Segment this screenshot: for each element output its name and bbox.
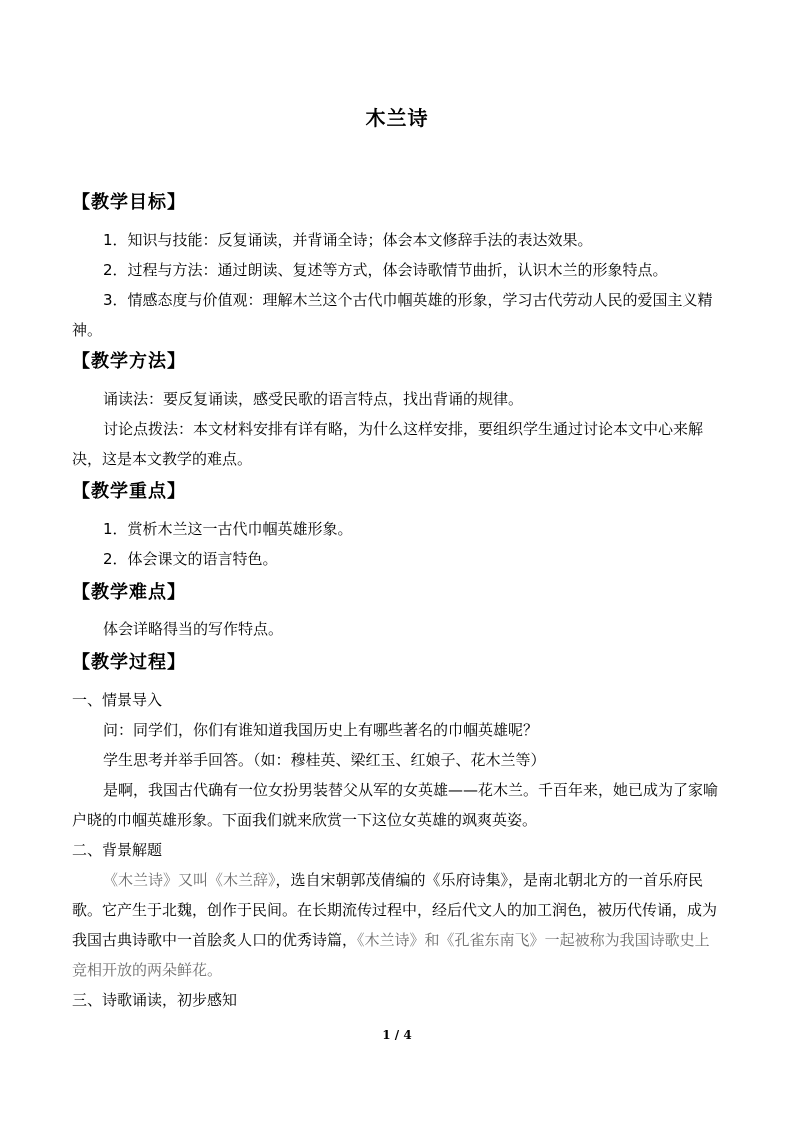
key-point-item: 2．体会课文的语言特色。 — [103, 550, 278, 568]
process-paragraph: 学生思考并举手回答。（如：穆桂英、梁红玉、红娘子、花木兰等） — [103, 751, 546, 769]
poem-title-ref: 《木兰诗》又叫《木兰辞》 — [103, 871, 276, 889]
background-paragraph — [72, 865, 722, 985]
page-indicator: 1 / 4 — [382, 1028, 412, 1042]
method-item: 讨论点拨法：本文材料安排有详有略，为什么这样安排，要组织学生通过讨论本文中心来解决，这是本文教学的难点。 — [72, 420, 704, 468]
poem-title-ref: 《木兰诗》 — [357, 931, 425, 949]
poem-title-ref: 《孔雀东南飞》 — [439, 931, 545, 949]
section-heading-difficulties: 【教学难点】 — [72, 582, 186, 603]
goal-item: 1．知识与技能：反复诵读，并背诵全诗；体会本文修辞手法的表达效果。 — [103, 231, 593, 249]
method-item: 诵读法：要反复诵读，感受民歌的语言特点，找出背诵的规律。 — [103, 390, 524, 408]
process-paragraph: 问：同学们，你们有谁知道我国历史上有哪些著名的巾帼英雄呢？ — [103, 721, 539, 739]
conjunction-text: 和 — [424, 931, 440, 949]
section-heading-key-points: 【教学重点】 — [72, 481, 186, 502]
process-part-title: 一、情景导入 — [72, 691, 163, 709]
key-point-item: 1．赏析木兰这一古代巾帼英雄形象。 — [103, 520, 353, 538]
section-heading-process: 【教学过程】 — [72, 652, 186, 673]
section-heading-methods: 【教学方法】 — [72, 351, 186, 372]
difficulty-item: 体会详略得当的写作特点。 — [103, 620, 284, 638]
goal-item: 2．过程与方法：通过朗读、复述等方式，体会诗歌情节曲折，认识木兰的形象特点。 — [103, 261, 668, 279]
process-paragraph: 是啊，我国古代确有一位女扮男装替父从军的女英雄——花木兰。千百年来，她已成为了家喻户晓的巾帼英雄形象。下面我们就来欣赏一下这位女英雄的飒爽英姿。 — [72, 781, 719, 829]
background-text: ，选自宋朝郭茂倩编的《乐府诗集》，是南北朝北方的一首乐府民歌。它产生于北魏，创作于民间。在长期流传过程中，经后代文人的加工润色，被历代传诵，成为我国古典诗歌中一首脍炙人口的优秀诗篇， — [72, 871, 718, 949]
process-part-title: 二、背景解题 — [72, 841, 163, 859]
goal-item: 3．情感态度与价值观：理解木兰这个古代巾帼英雄的形象，学习古代劳动人民的爱国主义精神。 — [72, 291, 713, 339]
section-heading-goals: 【教学目标】 — [72, 192, 186, 213]
page-title: 木兰诗 — [365, 106, 429, 130]
background-text-end: 一起被称为我国诗歌史上竞相开放的两朵鲜花。 — [72, 931, 710, 979]
process-part-title: 三、诗歌诵读，初步感知 — [72, 991, 238, 1009]
